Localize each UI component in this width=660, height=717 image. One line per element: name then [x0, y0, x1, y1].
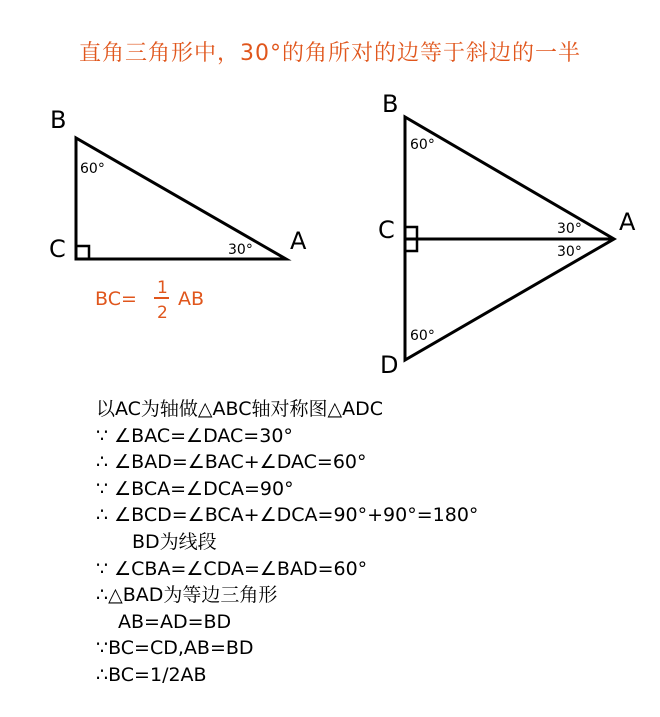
angle-label-a-top: 30°	[557, 221, 582, 237]
angle-label-a-bottom: 30°	[557, 244, 582, 260]
right-angle-marker	[76, 246, 89, 259]
proof-line: ∴ ∠BCD=∠BCA+∠DCA=90°+90°=180°	[96, 504, 479, 527]
proof-line: ∴△BAD为等边三角形	[96, 584, 278, 607]
vertex-label-d: D	[380, 351, 399, 379]
proof-line: AB=AD=BD	[118, 610, 232, 633]
fraction-denominator: 2	[157, 303, 168, 323]
relation-suffix: AB	[178, 288, 205, 310]
angle-label-b: 60°	[80, 161, 105, 177]
vertex-label-a: A	[619, 208, 636, 236]
angle-label-a: 30°	[228, 242, 253, 258]
proof-steps	[96, 396, 478, 689]
angle-label-b: 60°	[410, 137, 435, 153]
vertex-label-b: B	[382, 90, 399, 118]
fraction-numerator: 1	[157, 278, 168, 298]
proof-line: ∵ ∠BCA=∠DCA=90°	[96, 477, 294, 500]
figure-right-triangle	[49, 106, 307, 323]
triangle-abc	[76, 138, 286, 259]
vertex-label-b: B	[50, 106, 67, 134]
proof-line: ∵ ∠CBA=∠CDA=∠BAD=60°	[96, 557, 368, 580]
angle-label-d: 60°	[410, 328, 435, 344]
proof-line: ∵BC=CD,AB=BD	[96, 637, 254, 660]
proof-line: BD为线段	[132, 530, 217, 553]
vertex-label-a: A	[290, 227, 307, 255]
diagram-title: 直角三角形中，30°的角所对的边等于斜边的一半	[79, 41, 581, 66]
proof-line: ∵ ∠BAC=∠DAC=30°	[96, 424, 293, 447]
proof-line: ∴BC=1/2AB	[96, 663, 207, 686]
vertex-label-c: C	[49, 235, 66, 263]
relation-prefix: BC=	[95, 288, 137, 310]
vertex-label-c: C	[378, 216, 395, 244]
proof-line: 以AC为轴做△ABC轴对称图△ADC	[96, 398, 384, 420]
proof-line: ∴ ∠BAD=∠BAC+∠DAC=60°	[96, 451, 367, 474]
figure-reflected-triangle	[378, 90, 636, 379]
